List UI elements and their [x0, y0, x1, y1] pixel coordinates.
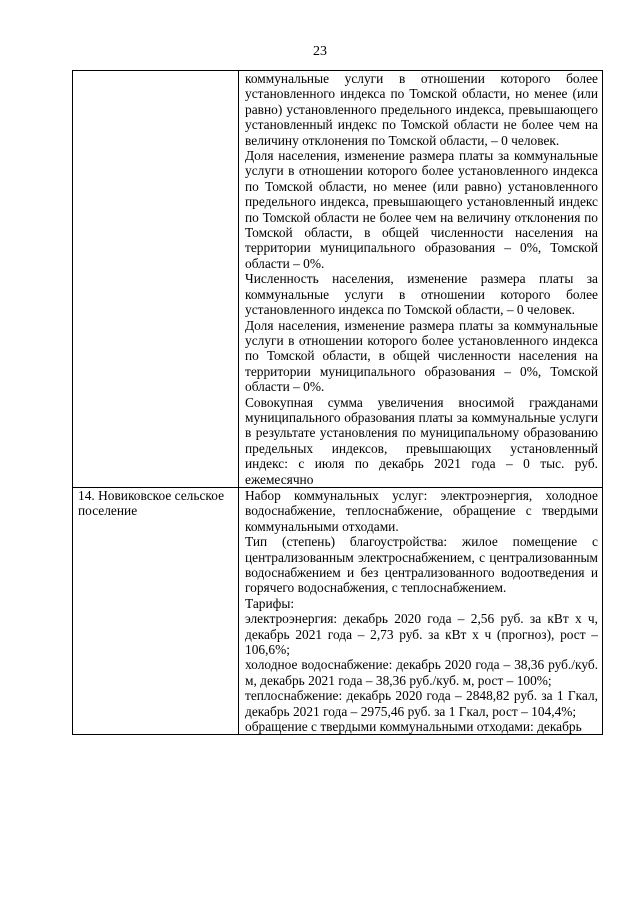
paragraph: Тарифы:	[245, 595, 295, 611]
table-row	[73, 487, 603, 735]
paragraph: обращение с твердыми коммунальными отходами: декабрь	[245, 719, 582, 735]
description-cell	[239, 71, 603, 488]
municipality-cell: 14. Новиковское сельское поселение	[73, 487, 239, 735]
paragraph: теплоснабжение: декабрь 2020 года – 2848,82 руб. за 1 Гкал, декабрь 2021 года – 2975,46 руб. за 1 Гкал, рост – 104,4%;	[245, 688, 598, 719]
municipality-cell	[73, 71, 239, 488]
paragraph: холодное водоснабжение: декабрь 2020 года – 38,36 руб./куб. м, декабрь 2021 года – 38,36 руб./куб. м, рост – 100%;	[245, 657, 598, 688]
paragraph: Доля населения, изменение размера платы за коммунальные услуги в отношении которого более установленного индекса по Томской области, в общей численности населения на территории муниципального образования – 0%, Томской области – 0%.	[245, 317, 598, 395]
paragraph: Доля населения, изменение размера платы за коммунальные услуги в отношении которого более установленного индекса по Томской области, но менее (или равно) установленного предельного индекса, превышающего установленный индекс по Томской области не более чем на величину отклонения по Томской области, в общей численности населения на территории муниципального образования – 0%, Томской области – 0%.	[245, 148, 598, 271]
paragraph: Численность населения, изменение размера платы за коммунальные услуги в отношении которого более установленного индекса по Томской области, – 0 человек.	[245, 271, 598, 318]
paragraph: Тип (степень) благоустройства: жилое помещение с централизованным электроснабжением, с централизованным водоснабжением и без централизованного водоотведения и горячего водоснабжения, с теплоснабжением.	[245, 534, 598, 596]
paragraph: Набор коммунальных услуг: электроэнергия, холодное водоснабжение, теплоснабжение, обращение с твердыми коммунальными отходами.	[245, 487, 598, 534]
description-cell	[239, 487, 603, 735]
municipal-table	[72, 70, 603, 735]
table-row	[73, 71, 603, 488]
page-number: 23	[313, 44, 327, 59]
paragraph: электроэнергия: декабрь 2020 года – 2,56 руб. за кВт х ч, декабрь 2021 года – 2,73 руб. за кВт х ч (прогноз), рост – 106,6%;	[245, 611, 598, 658]
paragraph: коммунальные услуги в отношении которого более установленного индекса по Томской области, но менее (или равно) установленного предельного индекса, превышающего установленный индекс по Томской области не более чем на величину отклонения по Томской области, – 0 человек.	[245, 71, 598, 148]
paragraph: Совокупная сумма увеличения вносимой гражданами муниципального образования платы за коммунальные услуги в результате установления по муниципальному образованию предельных индексов, превышающих установленный индекс: с июля по декабрь 2021 года – 0 тыс. руб. ежемесячно	[245, 394, 598, 487]
